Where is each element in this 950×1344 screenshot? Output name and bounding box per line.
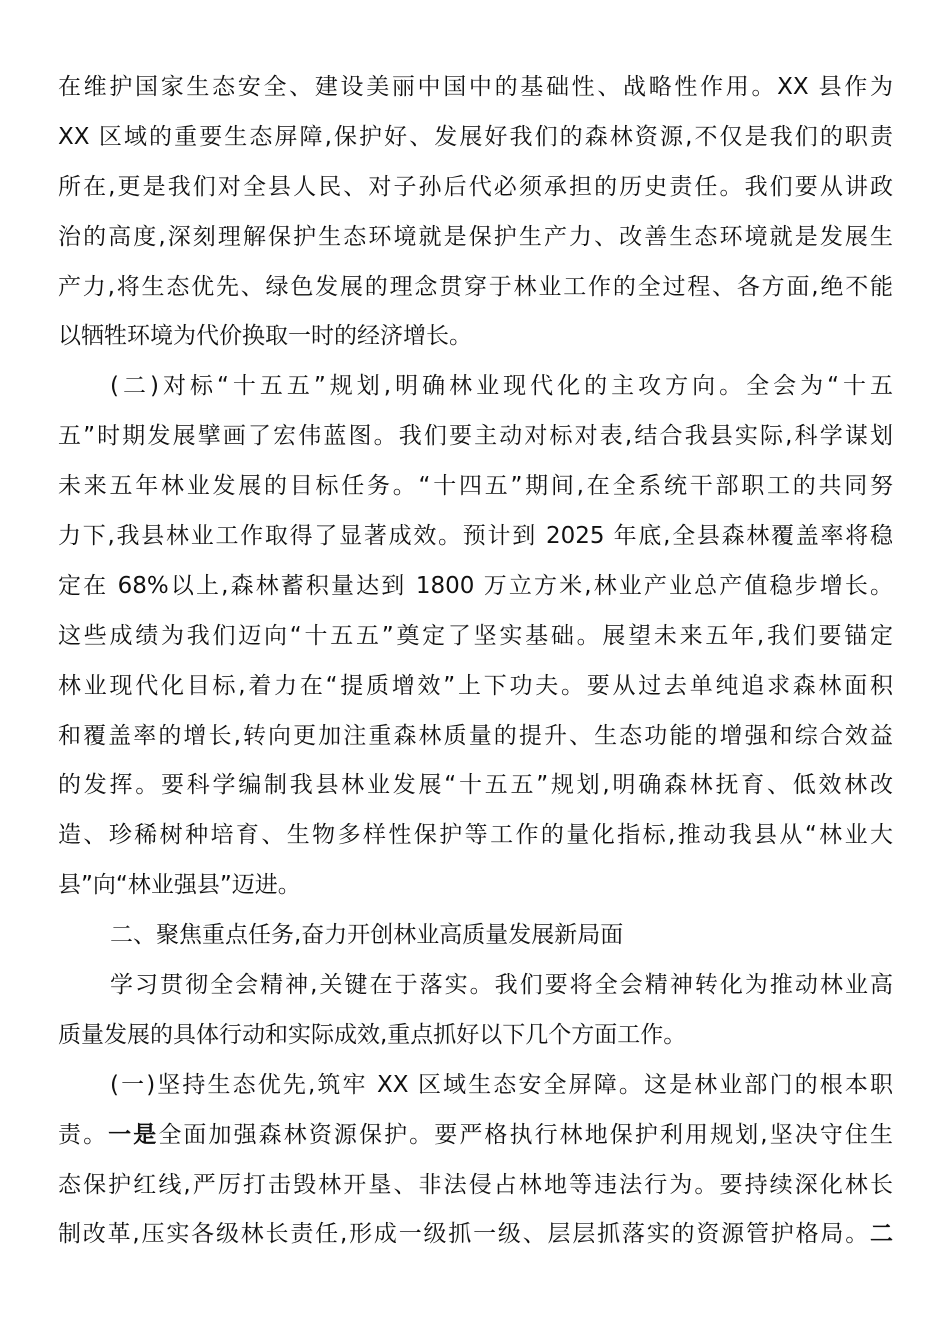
text-line: 和覆盖率的增长,转向更加注重森林质量的提升、生态功能的增强和综合效益 [58,722,893,749]
heading-text: 二、聚焦重点任务,奋力开创林业高质量发展新局面 [110,922,624,949]
paragraph-intro [58,961,893,1061]
text-line: 治的高度,深刻理解保护生态环境就是保护生产力、改善生态环境就是发展生 [58,223,893,250]
section-heading [58,911,893,961]
text-line: 以牺牲环境为代价换取一时的经济增长。 [58,323,472,350]
text-line: 林业现代化目标,着力在“提质增效”上下功夫。要从过去单纯追求森林面积 [58,672,893,699]
text-line: 质量发展的具体行动和实际成效,重点抓好以下几个方面工作。 [58,1021,687,1048]
text-line: 态保护红线,严厉打击毁林开垦、非法侵占林地等违法行为。要持续深化林长 [58,1171,893,1198]
text-line: 造、珍稀树种培育、生物多样性保护等工作的量化指标,推动我县从“林业大 [58,822,893,849]
bold-lead-text: 一是 [108,1121,159,1148]
text-line [58,1210,893,1260]
bold-tail-text: 二 [870,1221,893,1248]
paragraph-section-yi [58,1061,893,1261]
text-line: 这些成绩为我们迈向“十五五”奠定了坚实基础。展望未来五年,我们要锚定 [58,622,893,649]
text-line: 定在 68%以上,森林蓄积量达到 1800 万立方米,林业产业总产值稳步增长。 [58,572,893,599]
text-line: 县”向“林业强县”迈进。 [58,872,301,899]
text-run: 制改革,压实各级林长责任,形成一级抓一级、层层抓落实的资源管护格局。 [58,1221,870,1248]
text-run: 责。 [58,1121,109,1148]
text-run: 全面加强森林资源保护。要严格执行林地保护利用规划,坚决守住生 [158,1121,894,1148]
text-line: (二)对标“十五五”规划,明确林业现代化的主攻方向。全会为“十五 [110,373,893,400]
text-line: 产力,将生态优先、绿色发展的理念贯穿于林业工作的全过程、各方面,绝不能 [58,273,893,300]
text-line: 所在,更是我们对全县人民、对子孙后代必须承担的历史责任。我们要从讲政 [58,173,893,200]
text-line: XX 区域的重要生态屏障,保护好、发展好我们的森林资源,不仅是我们的职责 [58,123,893,150]
text-line: 五”时期发展擘画了宏伟蓝图。我们要主动对标对表,结合我县实际,科学谋划 [58,423,893,450]
text-line [58,1111,893,1161]
text-line: 未来五年林业发展的目标任务。“十四五”期间,在全系统干部职工的共同努 [58,473,893,500]
paragraph-continued [58,63,893,362]
text-line: 力下,我县林业工作取得了显著成效。预计到 2025 年底,全县森林覆盖率将稳 [58,523,893,550]
text-line: 在维护国家生态安全、建设美丽中国中的基础性、战略性作用。XX 县作为 [58,74,893,100]
text-line: 的发挥。要科学编制我县林业发展“十五五”规划,明确森林抚育、低效林改 [58,772,893,799]
text-line: (一)坚持生态优先,筑牢 XX 区域生态安全屏障。这是林业部门的根本职 [110,1071,893,1098]
paragraph-section-er [58,362,893,911]
text-line: 学习贯彻全会精神,关键在于落实。我们要将全会精神转化为推动林业高 [110,972,893,999]
document-page [58,63,893,1260]
